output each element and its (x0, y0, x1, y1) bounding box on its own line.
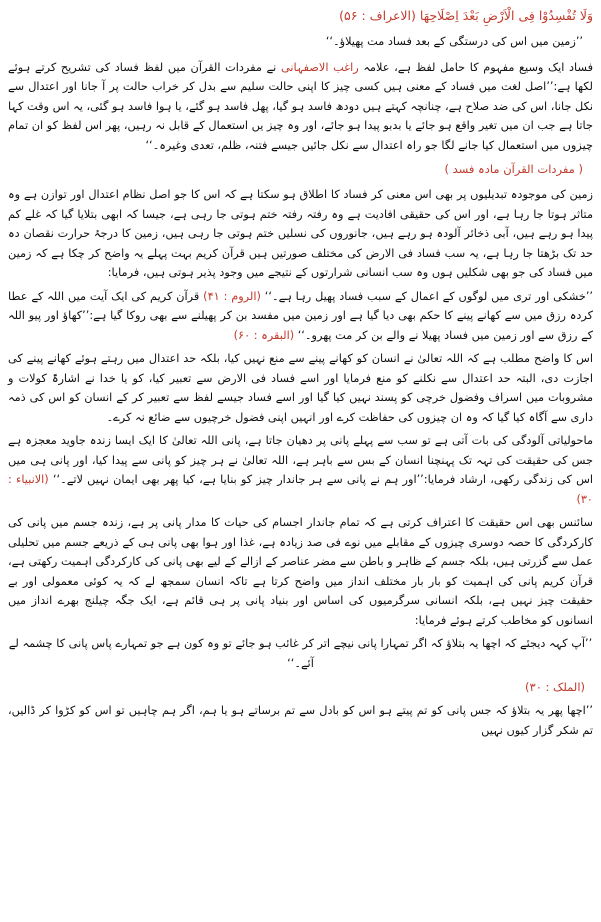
paragraph-rum-baqarah (8, 287, 593, 346)
paragraph-text: نے مفردات القرآن میں لفظ فساد کی تشریح کرتے ہوئے لکھا ہے:’’اصل لغت میں فساد کے معنی ہیں کسی چیز کا اپنی حالت سلیم سے بدل کر خراب حالت پر آ جانا اور اعتدال سے نکل جانا، اس کی ضد صلاح ہے، چنانچہ کہتے ہیں دودھ فاسد ہو گیا، پھل فاسد ہو گئے، یا ہوا فاسد ہو گئی، یہ اس وقت کہا جاتا ہے جب ان میں تغیر واقع ہو جائے یا بدبو پیدا ہو جائے، اور وہ چیز یں استعمال کے قابل نہ رہیں، پھر اس لفظ کو ان تمام چیزوں میں استعمال کیا جانے لگا جو راہ اعتدال سے نکل جائیں جیسے فتنہ، ظلم، تعدی وغیرہ۔‘‘ (8, 60, 593, 152)
paragraph-text: قرآن کریم کی ایک آیت میں اللہ کے عطا کردہ رزق میں سے کھانے پینے کا حکم بھی دیا گیا ہے اور زمین میں مفسد بن کر پھیلنے سے بھی روکا گیا ہے:’’کھاؤ اور پیو اللہ کے رزق سے اور زمین میں فساد پھیلا نے والے بن کر مت پھرو۔‘‘ (8, 289, 593, 342)
quran-verse-heading: وَلَا تُفْسِدُوْا فِی الْاَرْضِ بَعْدَ اِصْلَاحِھَا (الاعراف : ۵۶) (339, 8, 593, 23)
paragraph-water (8, 431, 593, 509)
paragraph-text: فساد ایک وسیع مفہوم کا حامل لفظ ہے، علامہ (363, 60, 593, 74)
quote-rum: ’’خشکی اور تری میں لوگوں کے اعمال کے سبب فساد پھیل رہا ہے۔‘‘ (264, 289, 593, 303)
verse-translation: ’’زمین میں اس کی درستگی کے بعد فساد مت پھیلاؤ۔‘‘ (325, 35, 583, 48)
reference-baqarah: (البقرہ : ۶۰) (233, 328, 295, 342)
paragraph-text: ماحولیاتی آلودگی کی بات آتی ہے تو سب سے پہلے پانی پر دھیان جاتا ہے، پانی اللہ تعالیٰ کا ایک ایسا زندہ جاوید معجزہ ہے جس کی حقیقت کی تہہ تک پہنچنا انسان کے بس سے باہر ہے، اللہ تعالیٰ نے ہر چیز کو پانی سے پیدا کیا، اور پانی ہی میں اس کی زندگی رکھی، ارشاد فرمایا:’’اور ہم نے پانی سے ہر جاندار چیز کو بنایا ہے، کیا پھر بھی ایمان نہیں لاتے۔‘‘ (8, 434, 593, 486)
scholar-name: راغب الاصفہانی (280, 60, 359, 74)
reference-rum: (الروم : ۴۱) (203, 289, 261, 303)
paragraph-science: سائنس بھی اس حقیقت کا اعتراف کرتی ہے کہ تمام جاندار اجسام کی حیات کا مدار پانی پر ہے، زندہ جسم میں پانی کی کارکردگی کا حصہ دوسری چیزوں کے مقابلے میں نوے فی صد زیادہ ہے، غذا اور ہوا بھی پانی ہی کے ذریعے جسم میں تحلیلی عمل سے گزرتی ہیں، بلکہ جسم کے ظاہر و باطن سے مضر عناصر کے ازالے کے لیے بھی پانی کی کارکردگی اہمیت رکھتی ہے، قرآن کریم پانی کی اہمیت کو بار بار مختلف انداز میں واضح کرتا ہے تاکہ انسان سمجھ لے کہ یہ کوئی معمولی اور بے حقیقت چیز نہیں ہے، بلکہ انسانی سرگرمیوں کی اساس اور بنیاد پانی پر ہی قائم ہے، ایک جگہ چیلنج بھرے انداز میں انسانوں کو مخاطب کرتے ہوئے فرمایا: (8, 516, 593, 627)
paragraph-earth-changes: زمین کی موجودہ تبدیلیوں پر بھی اس معنی کر فساد کا اطلاق ہو سکتا ہے کہ اس کا جو اصل نظام اعتدال اور توازن ہے وہ متاثر ہوتا جا رہا ہے، اور اس کی حقیقی افادیت ہے وہ رفتہ رفتہ ختم ہوتی جا رہی ہے، جیسا کہ ابھی بتلایا گیا کہ غلے کم پیدا ہو رہے ہیں، آبی ذخائر آلودہ ہو رہے ہیں، جانوروں کی نسلیں ختم ہوتی جا رہی ہیں، زمین کا درجۂ حرارت نقصان دہ حد تک بڑھتا جا رہا ہے، یہ سب فساد فی الارض کی مختلف صورتیں ہیں قرآن کریم بہت پہلے یہ واضح کر چکا ہے کہ زمین میں فساد کی جو بھی شکلیں ہوں وہ سب انسانی شرارتوں کے نتیجے میں وجود پذیر ہوتی ہیں، فرمایا: (8, 188, 593, 279)
reference-mufradat: ( مفردات القرآن مادہ فسد ) (444, 162, 583, 176)
paragraph-fasad-definition (8, 58, 593, 156)
paragraph-moderation: اس کا واضح مطلب ہے کہ اللہ تعالیٰ نے انسان کو کھانے پینے سے منع نہیں کیا، بلکہ حد اعتدال میں رہتے ہوئے کھانے پینے کی اجازت دی، البتہ حد اعتدال سے نکلنے کو منع فرمایا اور اسے فساد فی الارض سے تعبیر کیا، کو یا خدا نے اشارۃً کولات و مشروبات میں اسراف وفضول خرچی کو پسند نہیں کیا گیا اور اسے فساد جیسے لفظ سے تعبیر کر کے انسان کو اس کی ذمہ داری سے آگاہ کیا گیا کہ وہ ان چیزوں کی حفاظت کرے اور انہیں اپنی فضول خرچیوں سے ضائع نہ کرے۔ (8, 352, 593, 424)
reference-mulk: (الملک : ۳۰) (525, 680, 585, 694)
reference-anbiya: (الانبیاء : ۳۰) (8, 473, 593, 506)
paragraph-rain: ’’اچھا پھر یہ بتلاؤ کہ جس پانی کو تم پیتے ہو اس کو بادل سے تم برساتے ہو یا ہم، اگر ہم چاہیں تو اس کو کڑوا کر ڈالیں، تم شکر گزار کیوں نہیں (8, 704, 593, 737)
quote-mulk: ’’آپ کہہ دیجئے کہ اچھا یہ بتلاؤ کہ اگر تمہارا پانی نیچے اتر کر غائب ہو جائے تو وہ کون ہے جو تمہارے پاس پانی کا چشمہ لے آئے۔‘‘ (8, 637, 593, 670)
